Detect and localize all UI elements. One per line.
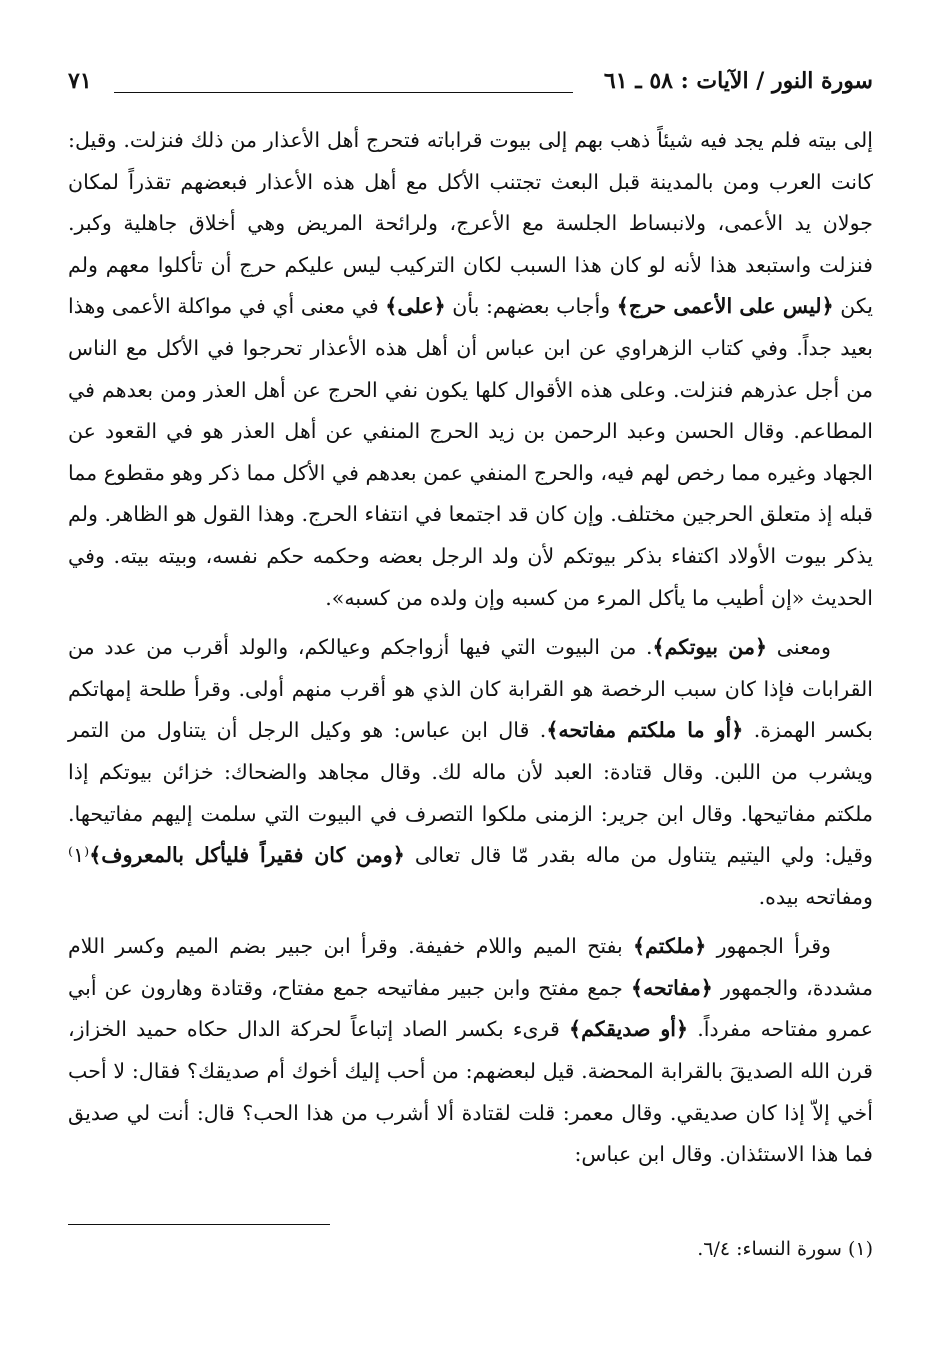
text-run: . قال ابن عباس: هو وكيل الرجل أن يتناول من التمر ويشرب من اللبن. وقال قتادة: العبد لأن ماله لك. وقال مجاهد والضحاك: خزائن بيوتكم إذا ملكتم مفاتيحها. وقال ابن جرير: الزمنى ملكوا التصرف في البيوت التي سلمت إليهم مفاتيحها. وقيل: ولي اليتيم يتناول من ماله بقدر مّا قال تعالى bbox=[68, 718, 873, 868]
quran-quote: ﴿ومن كان فقيراً فليأكل بالمعروف﴾ bbox=[89, 843, 405, 868]
footnote: (١) سورة النساء: ٦/٤. bbox=[697, 1238, 873, 1260]
paragraph bbox=[68, 120, 873, 619]
main-text bbox=[68, 120, 873, 1176]
quran-quote: ﴿مفاتحه﴾ bbox=[630, 975, 713, 1000]
header-rule bbox=[114, 92, 573, 93]
text-run: وأجاب بعضهم: بأن bbox=[445, 294, 617, 319]
quran-quote: ﴿أو صديقكم﴾ bbox=[569, 1017, 689, 1042]
paragraph bbox=[68, 627, 873, 918]
text-run: إلى بيته فلم يجد فيه شيئاً ذهب بهم إلى بيوت قراباته فتحرج أهل الأعذار من ذلك فنزلت. وقيل: كانت العرب ومن بالمدينة قبل البعث تجتنب الأكل مع أهل هذه الأعذار فبعضهم تقذراً لمكان جولان يد الأعمى، ولانبساط الجلسة مع الأعرج، ولرائحة المريض وهي أخلاق جاهلية وكبر. فنزلت واستبعد هذا لأنه لو كان هذا السبب لكان التركيب ليس عليكم حرج أن تأكلوا معهم ولم يكن bbox=[68, 128, 873, 319]
paragraph bbox=[68, 926, 873, 1176]
text-run: . من البيوت التي فيها أزواجكم وعيالكم، والولد أقرب من عدد من القرابات فإذا كان سبب الرخصة هو القرابة كان الذي هو أقرب منهم أولى. وقرأ طلحة إمهاتكم بكسر الهمزة. bbox=[68, 635, 873, 743]
quran-quote: ﴿على﴾ bbox=[385, 294, 446, 319]
quran-quote: ﴿ملكتم﴾ bbox=[633, 934, 707, 959]
book-page bbox=[68, 62, 873, 1332]
quran-quote: ﴿من بيوتكم﴾ bbox=[652, 635, 768, 660]
text-run: وقرأ الجمهور bbox=[706, 934, 831, 959]
quran-quote: ﴿ليس على الأعمى حرج﴾ bbox=[616, 294, 834, 319]
text-run: في معنى أي في مواكلة الأعمى وهذا بعيد جداً. وفي كتاب الزهراوي عن ابن عباس أن أهل هذه الأعذار تحرجوا في الأكل مع الناس من أجل عذرهم فنزلت. وعلى هذه الأقوال كلها يكون نفي الحرج عن أهل العذر ومن بعدهم في المطاعم. وقال الحسن وعبد الرحمن بن زيد الحرج المنفي عن أهل العذر هو في القعود عن الجهاد وغيره مما رخص لهم فيه، والحرج المنفي عمن بعدهم في الأكل مما ذكر وهو مقطوع مما قبله إذ متعلق الحرجين مختلف. وإن كان قد اجتمعا في انتفاء الحرج. وهذا القول هو الظاهر. ولم يذكر بيوت الأولاد اكتفاء بذكر بيوتكم لأن ولد الرجل بعضه وحكمه حكم نفسه، وبيته بيته. وفي الحديث «إن أطيب ما يأكل المرء من كسبه وإن ولده من كسبه». bbox=[68, 294, 873, 610]
footnote-separator bbox=[68, 1224, 330, 1225]
text-run: جمع مفتح وابن جبير مفاتيحه جمع مفتاح، وقتادة وهارون عن أبي عمرو مفتاحه مفرداً. bbox=[68, 975, 873, 1042]
quran-quote: ﴿أو ما ملكتم مفاتحه﴾ bbox=[546, 718, 744, 743]
text-run: بفتح الميم واللام خفيفة. وقرأ ابن جبير بضم الميم وكسر اللام مشددة، والجمهور bbox=[68, 934, 873, 1000]
text-run: ومعنى bbox=[767, 635, 831, 660]
page-number: ٧١ bbox=[68, 68, 92, 94]
page-header bbox=[68, 62, 873, 102]
text-run: قرىء بكسر الصاد إتباعاً لحركة الدال حكاه حميد الخزاز، قرن الله الصديقَ بالقرابة المحضة. قيل لبعضهم: من أحب إليك أخوك أم صديقك؟ فقال: لا أحب أخي إلاّ إذا كان صديقي. وقال معمر: قلت لقتادة ألا أشرب من هذا الحب؟ قال: أنت لي صديق فما هذا الاستئذان. وقال ابن عباس: bbox=[68, 1017, 873, 1167]
text-run: ⁽١⁾ ومفاتحه بيده. bbox=[68, 843, 873, 909]
running-title: سورة النور / الآيات : ٥٨ ـ ٦١ bbox=[603, 68, 873, 94]
